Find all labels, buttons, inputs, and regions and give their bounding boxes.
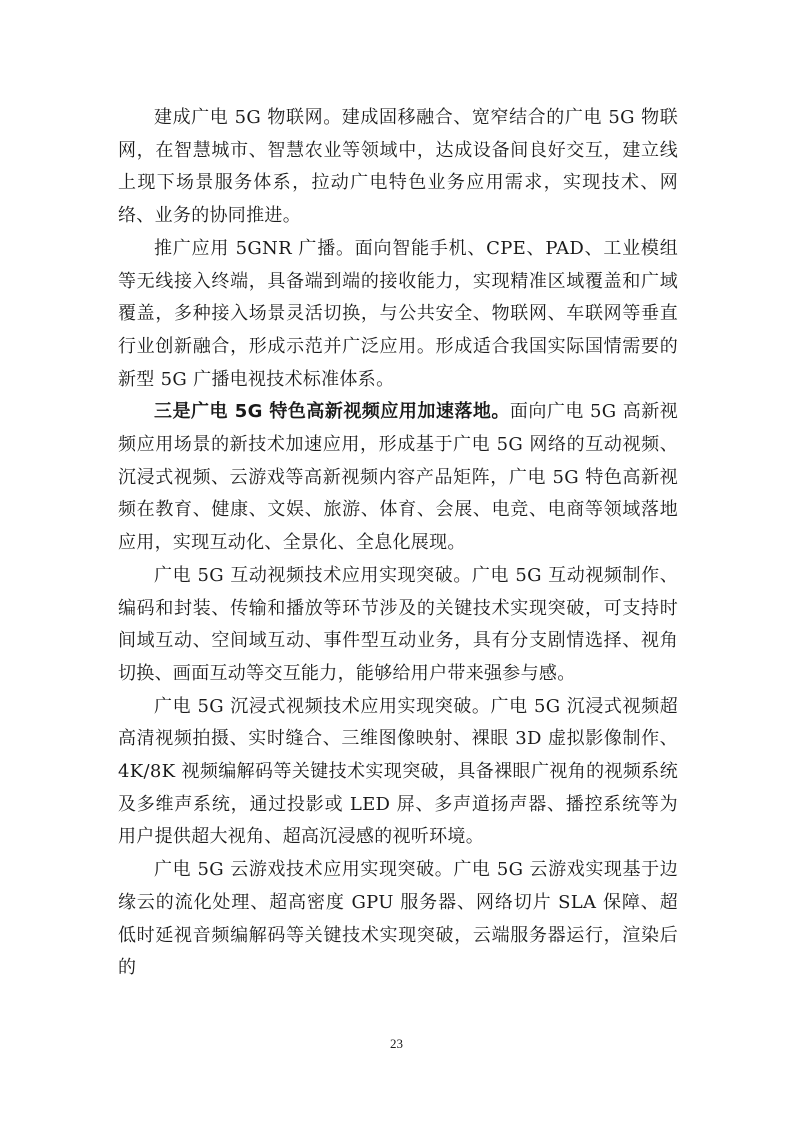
paragraph-5gnr-broadcast [118, 233, 678, 397]
paragraph-text: 广电 5G 互动视频技术应用实现突破。广电 5G 互动视频制作、编码和封装、传输和播放等环节涉及的关键技术实现突破，可支持时间域互动、空间域互动、事件型互动业务，具有分支剧情选择、视角切换、画面互动等交互能力，能够给用户带来强参与感。 [118, 564, 678, 684]
paragraph-5g-iot [118, 102, 678, 233]
paragraph-high-new-video [118, 396, 678, 560]
paragraph-text: 建成广电 5G 物联网。建成固移融合、宽窄结合的广电 5G 物联网，在智慧城市、智慧农业等领域中，达成设备间良好交互，建立线上现下场景服务体系，拉动广电特色业务应用需求，实现技术、网络、业务的协同推进。 [118, 107, 678, 227]
document-body [118, 102, 678, 985]
paragraph-text: 广电 5G 云游戏技术应用实现突破。广电 5G 云游戏实现基于边缘云的流化处理、超高密度 GPU 服务器、网络切片 SLA 保障、超低时延视音频编解码等关键技术实现突破，云端服务器运行，渲染后的 [118, 859, 678, 979]
paragraph-text: 推广应用 5GNR 广播。面向智能手机、CPE、PAD、工业模组等无线接入终端，具备端到端的接收能力，实现精准区域覆盖和广域覆盖，多种接入场景灵活切换，与公共安全、物联网、车联网等垂直行业创新融合，形成示范并广泛应用。形成适合我国实际国情需要的新型 5G 广播电视技术标准体系。 [118, 237, 678, 390]
paragraph-bold-lead: 三是广电 5G 特色高新视频应用加速落地。 [154, 401, 510, 423]
paragraph-interactive-video [118, 560, 678, 691]
paragraph-text: 面向广电 5G 高新视频应用场景的新技术加速应用，形成基于广电 5G 网络的互动视频、沉浸式视频、云游戏等高新视频内容产品矩阵，广电 5G 特色高新视频在教育、健康、文娱、旅游、体育、会展、电竞、电商等领域落地应用，实现互动化、全景化、全息化展现。 [118, 401, 678, 554]
page-number: 23 [390, 1036, 403, 1051]
paragraph-immersive-video [118, 691, 678, 855]
paragraph-cloud-gaming [118, 854, 678, 985]
paragraph-text: 广电 5G 沉浸式视频技术应用实现突破。广电 5G 沉浸式视频超高清视频拍摄、实时缝合、三维图像映射、裸眼 3D 虚拟影像制作、4K/8K 视频编解码等关键技术实现突破，具备裸眼广视角的视频系统及多维声系统，通过投影或 LED 屏、多声道扬声器、播控系统等为用户提供超大视角、超高沉浸感的视听环境。 [118, 695, 678, 848]
